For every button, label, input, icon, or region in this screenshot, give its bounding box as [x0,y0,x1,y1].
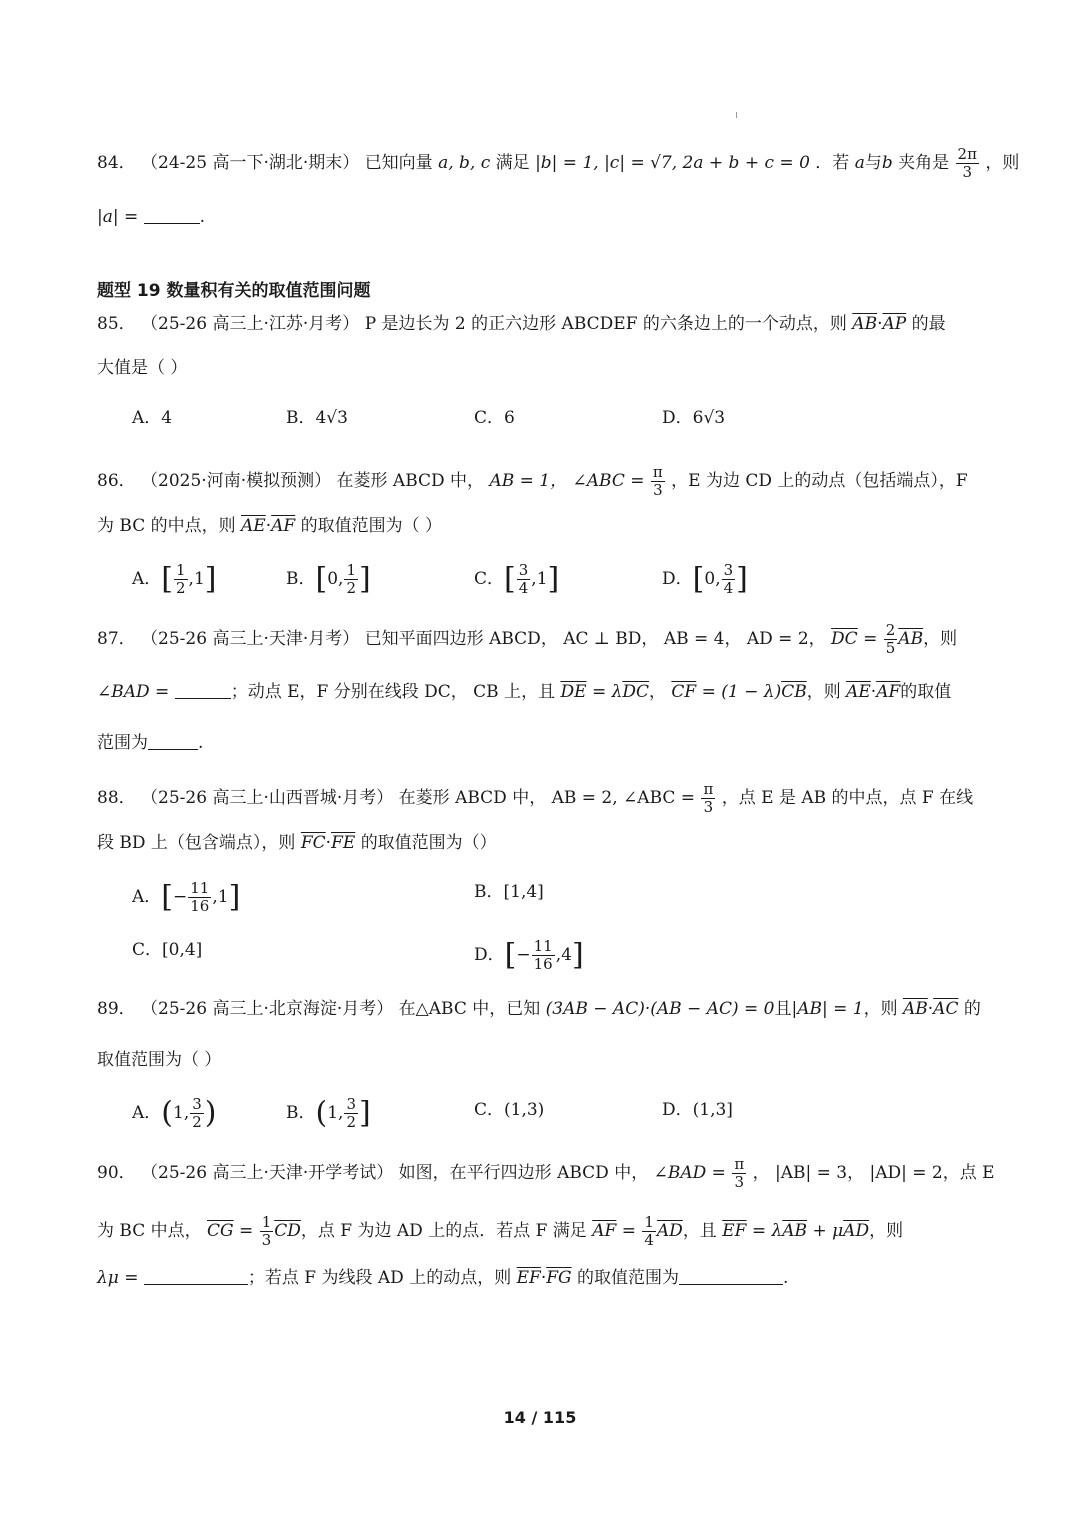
q89-text: ，则 [863,999,898,1019]
q86-text: 为 BC 的中点，则 [97,516,236,536]
q90-text: λμ = [97,1268,139,1288]
q88-text: 段 BD 上（包含端点），则 [97,833,296,853]
q89-source: （25-26 高三上·北京海淀·月考） [141,999,394,1019]
vector: $\overline{AD}$ [656,1221,683,1241]
q85-option-d[interactable]: D．6√3 [662,408,726,428]
q87-line3: 范围为 . [97,733,204,753]
page-number: 14 / 115 [503,1408,577,1427]
q87-source: （25-26 高三上·天津·月考） [141,629,360,649]
vector: $\overline{CB}$ [781,682,807,702]
answer-blank[interactable] [144,1266,248,1285]
vector: $\overline{AE}$ [241,516,266,536]
q90-line1 [97,1156,995,1191]
q90-text: = λ [751,1221,783,1241]
q86-text: 的取值范围为（ ） [300,516,443,536]
answer-blank[interactable] [175,680,231,699]
q89-line2: 取值范围为（ ） [97,1050,222,1070]
q88-option-c[interactable]: C．[0,4] [132,940,203,960]
q86-number: 86． [97,471,136,491]
q85-option-b[interactable]: B．4√3 [286,408,348,428]
q85-source: （25-26 高三上·江苏·月考） [141,314,360,334]
q84-condition: |b| = 1, |c| = √7, 2a + b + c = 0 [535,153,810,173]
fraction: $\frac{\pi}{3}$ [652,463,663,499]
q86-line2: 为 BC 的中点，则 $\overline{AE}\cdot\overline{AF}$ 的取值范围为（ ） [97,516,443,536]
q90-text: 的取值范围为 [577,1268,680,1288]
q90-line2: 为 BC 中点， $\overline{CG}$ = $\frac{1}{3}$ $\overline{CD}$，点 F 为边 AD 上的点．若点 F 满足 $\overline{AF}$ = $\frac{1}{4}$ $\overline{AD}$，且 $\overline{EF} = \lambda\overline{AB} + \mu\overline{AD}$，则 [97,1213,904,1249]
q84-text: ．若 [815,153,850,173]
q90-text: ∠BAD = [653,1163,726,1183]
q90-text: ，点 F 为边 AD 上的点．若点 F 满足 [300,1221,587,1241]
answer-blank[interactable] [148,731,198,750]
q85-option-c[interactable]: C．6 [474,408,515,428]
vector: $\overline{AB}$ [902,999,928,1019]
vector: $\overline{DE}$ [560,682,587,702]
answer-blank[interactable] [144,205,200,224]
q86-text: ，E 为边 CD 上的动点（包括端点），F [671,471,968,491]
q90-text: 为 BC 中点， [97,1221,202,1241]
q87-text: = λ [591,682,623,702]
vector: $\overline{FG}$ [546,1268,572,1288]
q90-source: （25-26 高三上·天津·开学考试） [141,1163,394,1183]
q85-text: 的最 [911,314,946,334]
vector: $\overline{CG}$ [207,1221,234,1241]
q90-text: + μ [812,1221,844,1241]
q89-option-c[interactable]: C．(1,3) [474,1100,545,1120]
q90-text: = [621,1221,636,1241]
q87-text: ，则 [806,682,841,702]
q86-text: 在菱形 ABCD 中， [336,471,485,491]
vector: $\overline{FC}$ [300,833,326,853]
q90-text: ，则 [869,1221,904,1241]
q85-option-a[interactable]: A．4 [132,408,173,428]
vector: $\overline{AB}$ [898,629,924,649]
q84-text: 满足 [495,153,530,173]
q86-option-d[interactable]: D．[0, $\frac{3}{4}$ ] [662,561,748,597]
q85-line1: 85． （25-26 高三上·江苏·月考） P 是边长为 2 的正六边形 ABCDEF 的六条边上的一个动点，则 $\overline{AB}\cdot\overline{AP}$ 的最 [97,314,946,334]
q87-line1 [97,622,957,657]
q90-number: 90． [97,1163,136,1183]
vector: $\overline{CD}$ [274,1221,301,1241]
q84-text: ，则 [985,153,1020,173]
q84-source: （24-25 高一下·湖北·期末） [141,153,360,173]
q89-option-d[interactable]: D．(1,3] [662,1100,733,1120]
q86-text: ∠ABC = [572,471,645,491]
q84-text: 夹角是 [898,153,950,173]
q86-text: AB = 1， [489,471,568,491]
fraction: $\frac{1}{4}$ [644,1213,654,1249]
q87-text: 范围为 [97,733,148,753]
q87-text: ∠BAD = [97,682,170,702]
q88-text: 的取值范围为（） [360,833,497,853]
q86-option-c[interactable]: C．[ $\frac{3}{4}$ ,1] [474,561,560,597]
q84-angle-fraction: $\frac{2\pi}{3}$ [957,145,977,181]
q87-line2: ∠BAD = ；动点 E，F 分别在线段 DC， CB 上，且 $\overline{DE} = \lambda\overline{DC}$， $\overline{CF} = (1 - \lambda)\overline{CB}$，则 $\overline{AE}\cdot\overline{AF}$的取值 [97,682,952,702]
q88-line1 [97,781,973,816]
q86-line1 [97,464,968,499]
q88-line2: 段 BD 上（包含端点），则 $\overline{FC}\cdot\overline{FE}$ 的取值范围为（） [97,833,497,853]
q87-text: ；动点 E，F 分别在线段 DC， CB 上，且 [230,682,556,702]
fraction: $\frac{\pi}{3}$ [703,780,714,816]
q89-text: 的 [963,999,981,1019]
q89-option-a[interactable]: A．(1, $\frac{3}{2}$ ) [132,1095,217,1131]
vector: $\overline{AB}$ [782,1221,808,1241]
q90-text: ， |AB| = 3， |AD| = 2，点 E [752,1163,995,1183]
q84-number: 84． [97,153,136,173]
q85-number: 85． [97,314,136,334]
q87-number: 87． [97,629,136,649]
vector: $\overline{AF}$ [876,682,901,702]
q89-text: 在△ABC 中，已知 [398,999,541,1019]
vector: $\overline{AB}$ [852,314,878,334]
q87-text: ，则 [923,629,958,649]
q88-option-a[interactable]: A．[− $\frac{11}{16}$ ,1] [132,879,241,915]
q84-vectors: a, b, c [438,153,491,173]
vector: $\overline{FE}$ [331,833,356,853]
q87-text: = (1 − λ) [701,682,782,702]
vector: $\overline{AP}$ [882,314,907,334]
vector: $\overline{AF}$ [271,516,296,536]
q90-text: 如图，在平行四边形 ABCD 中， [398,1163,649,1183]
scan-mark [736,112,737,118]
q89-text: |AB| = 1 [791,999,864,1019]
q84-text: 与 [864,153,882,173]
fraction: $\frac{1}{3}$ [261,1213,272,1249]
vector: $\overline{AC}$ [933,999,959,1019]
q88-option-b[interactable]: B．[1,4] [474,882,544,902]
q85-text: P 是边长为 2 的正六边形 ABCDEF 的六条边上的一个动点，则 [364,314,847,334]
q89-number: 89． [97,999,136,1019]
q88-option-d[interactable]: D．[− $\frac{11}{16}$ ,4] [474,937,584,973]
q90-text: ，且 [682,1221,717,1241]
q86-option-a[interactable]: A．[ $\frac{1}{2}$ ,1] [132,561,217,597]
q89-line1: 89． （25-26 高三上·北京海淀·月考） 在△ABC 中，已知 (3AB − AC)·(AB − AC) = 0且|AB| = 1，则 $\overline{AB}\cdot\overline{AC}$ 的 [97,999,981,1019]
q89-option-b[interactable]: B．(1, $\frac{3}{2}$ ] [286,1095,371,1131]
q84-line2: |a| = . [97,207,206,227]
answer-blank[interactable] [679,1266,783,1285]
q88-source: （25-26 高三上·山西晋城·月考） [141,788,394,808]
q88-text: 在菱形 ABCD 中， AB = 2, ∠ABC = [398,788,696,808]
q86-source: （2025·河南·模拟预测） [141,471,332,491]
q89-expression: (3AB − AC)·(AB − AC) = 0 [545,999,775,1019]
fraction: $\frac{\pi}{3}$ [734,1155,745,1191]
q84-answer-label: |a| = [97,207,139,227]
q88-number: 88． [97,788,136,808]
vector: $\overline{CF}$ [671,682,697,702]
q89-text: 且 [774,999,792,1019]
vector: $\overline{DC}$ [831,629,858,649]
q90-text: ；若点 F 为线段 AD 上的动点，则 [247,1268,512,1288]
q87-text: = [863,629,878,649]
q84-line1: 84． （24-25 高一下·湖北·期末） 已知向量 a, b, c 满足 |b| = 1, |c| = √7, 2a + b + c = 0 ．若 a与b 夹角是 $\frac{2\pi}{3}$ ，则 [97,145,1020,181]
vector: $\overline{AF}$ [592,1221,617,1241]
q84-text: 已知向量 [364,153,433,173]
vector: $\overline{EF}$ [722,1221,747,1241]
q85-line2: 大值是（ ） [97,358,188,378]
q87-text: 已知平面四边形 ABCD， AC ⊥ BD， AB = 4， AD = 2， [364,629,826,649]
q90-line3: λμ = ；若点 F 为线段 AD 上的动点，则 $\overline{EF}\cdot\overline{FG}$ 的取值范围为 . [97,1268,789,1288]
q88-text: ，点 E 是 AB 的中点，点 F 在线 [721,788,974,808]
q90-text: = [239,1221,254,1241]
section-title: 题型 19 数量积有关的取值范围问题 [97,281,371,301]
vector: $\overline{AE}$ [846,682,871,702]
q87-text: 的取值 [900,682,952,702]
fraction: $\frac{2}{5}$ [885,621,896,657]
q86-option-b[interactable]: B．[0, $\frac{1}{2}$ ] [286,561,371,597]
